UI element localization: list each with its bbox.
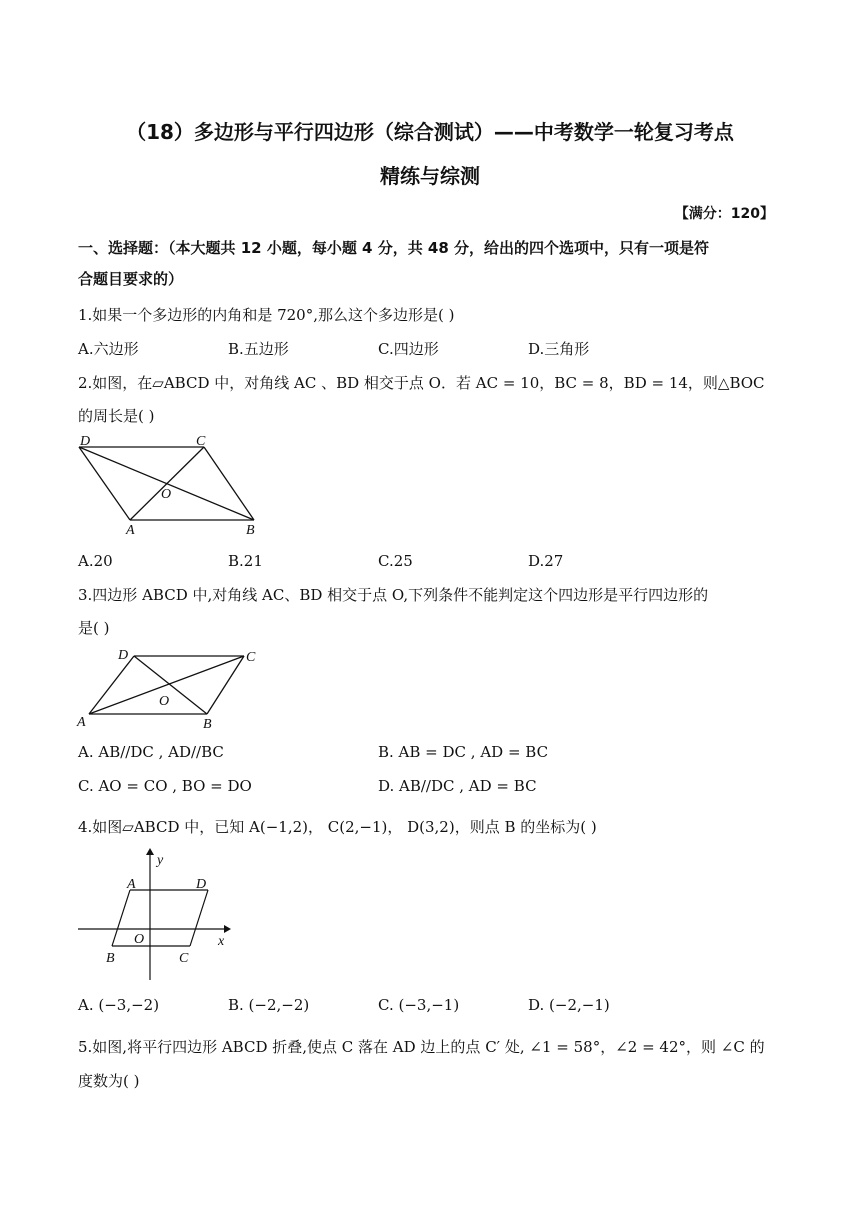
q4-y-arrow-icon xyxy=(146,848,154,855)
question-5-stem-line1: 5.如图,将平行四边形 ABCD 折叠,使点 C 落在 AD 边上的点 C′ 处, ∠1 = 58°，∠2 = 42°，则 ∠C 的 xyxy=(78,1038,765,1056)
question-4-option-d: D. (−2,−1) xyxy=(528,996,610,1014)
q2-diagonal-ac xyxy=(130,447,204,520)
question-4-option-a: A. (−3,−2) xyxy=(78,996,160,1014)
question-2-option-c: C.25 xyxy=(378,552,413,570)
q4-segment-dc xyxy=(190,890,208,946)
page-title-line2: 精练与综测 xyxy=(380,164,480,188)
q4-label-c: C xyxy=(179,951,189,966)
question-2-option-a: A.20 xyxy=(78,552,113,570)
full-score: 【满分：120】 xyxy=(674,206,774,222)
q3-label-d: D xyxy=(118,648,129,663)
q4-segment-ba xyxy=(112,890,130,946)
question-3-option-b: B. AB = DC , AD = BC xyxy=(378,743,549,761)
question-4-figure xyxy=(74,848,244,983)
q2-label-c: C xyxy=(196,434,206,449)
q2-label-a: A xyxy=(126,523,135,538)
question-1-option-b: B.五边形 xyxy=(228,340,289,358)
q3-label-c: C xyxy=(246,650,256,665)
question-5-stem-line2: 度数为( ) xyxy=(78,1072,140,1090)
q4-label-a: A xyxy=(127,877,136,892)
question-3-option-d: D. AB//DC , AD = BC xyxy=(378,777,537,795)
question-3-figure xyxy=(74,642,274,734)
question-2-option-d: D.27 xyxy=(528,552,564,570)
q4-label-y: y xyxy=(157,853,164,868)
question-3-option-a: A. AB//DC , AD//BC xyxy=(78,743,224,761)
q2-label-o: O xyxy=(161,487,172,502)
question-2-figure xyxy=(74,432,274,540)
section-heading-line2: 合题目要求的） xyxy=(78,270,184,288)
question-4-stem: 4.如图▱ABCD 中，已知 A(−1,2)， C(2,−1)， D(3,2)，则点 B 的坐标为( ) xyxy=(78,818,597,836)
question-3-stem-line2: 是( ) xyxy=(78,619,110,637)
question-4-option-c: C. (−3,−1) xyxy=(378,996,460,1014)
question-3-option-c: C. AO = CO , BO = DO xyxy=(78,777,252,795)
question-4-option-b: B. (−2,−2) xyxy=(228,996,310,1014)
question-2-option-b: B.21 xyxy=(228,552,263,570)
question-1-option-c: C.四边形 xyxy=(378,340,439,358)
q4-label-x: x xyxy=(218,934,225,949)
q3-label-o: O xyxy=(159,694,170,709)
question-1-stem: 1.如果一个多边形的内角和是 720°,那么这个多边形是( ) xyxy=(78,306,455,324)
page-title-line1: （18）多边形与平行四边形（综合测试）——中考数学一轮复习考点 xyxy=(126,120,734,144)
question-2-stem-line2: 的周长是( ) xyxy=(78,407,155,425)
q3-segment-cb xyxy=(207,656,244,714)
q4-label-o: O xyxy=(134,932,145,947)
q3-diagonal-bd xyxy=(134,656,207,714)
question-1-option-a: A.六边形 xyxy=(78,340,139,358)
q4-label-d: D xyxy=(196,877,207,892)
q2-label-d: D xyxy=(80,434,91,449)
q4-label-b: B xyxy=(106,951,115,966)
q3-label-b: B xyxy=(203,717,212,732)
question-3-stem-line1: 3.四边形 ABCD 中,对角线 AC、BD 相交于点 O,下列条件不能判定这个四边形是平行四边形的 xyxy=(78,586,709,604)
section-heading-line1: 一、选择题：（本大题共 12 小题，每小题 4 分，共 48 分，给出的四个选项中，只有一项是符 xyxy=(78,239,710,257)
question-1-option-d: D.三角形 xyxy=(528,340,590,358)
question-2-stem-line1: 2.如图，在▱ABCD 中，对角线 AC 、BD 相交于点 O．若 AC = 10，BC = 8，BD = 14，则△BOC xyxy=(78,374,765,392)
q4-x-arrow-icon xyxy=(224,925,231,933)
q2-label-b: B xyxy=(246,523,255,538)
q3-label-a: A xyxy=(77,715,86,730)
